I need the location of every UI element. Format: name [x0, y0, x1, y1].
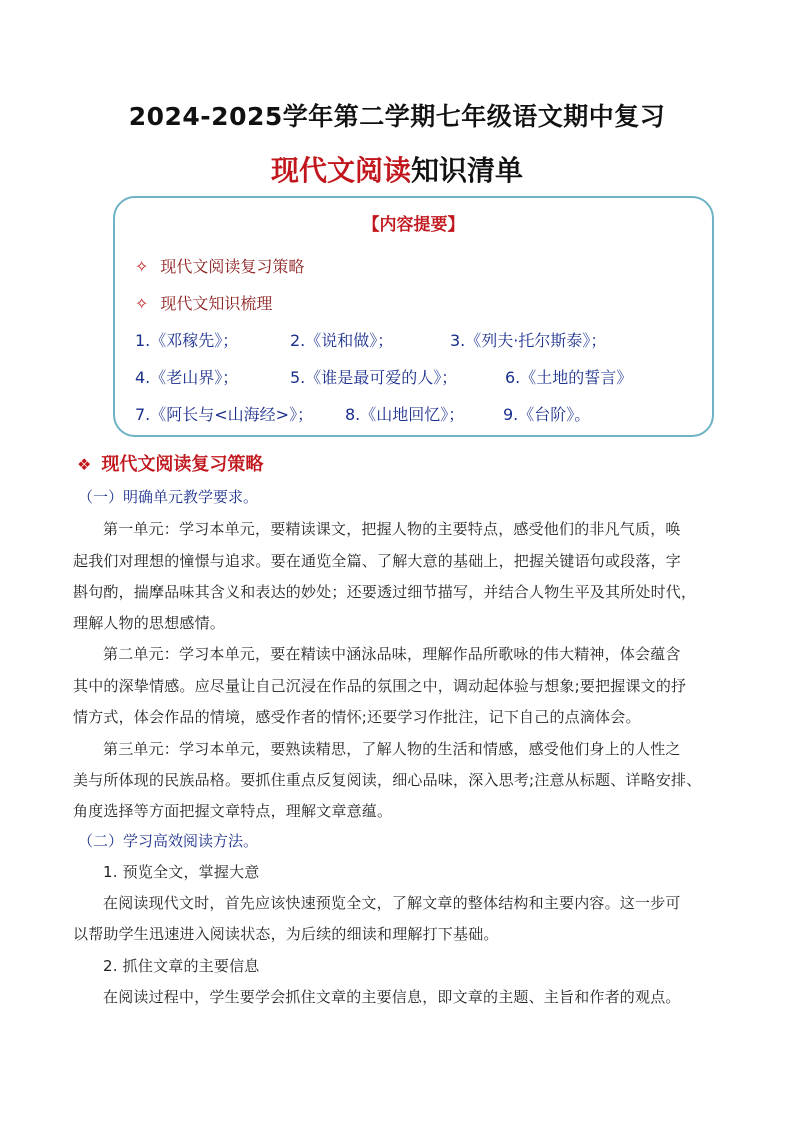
paragraph-line: 第二单元：学习本单元，要在精读中涵泳品味，理解作品所歌咏的伟大精神，体会蕴含	[103, 645, 681, 663]
section-heading	[77, 450, 263, 476]
paragraph-line: 第一单元：学习本单元，要精读课文，把握人物的主要特点，感受他们的非凡气质，唤	[103, 520, 681, 538]
article-item: 3.《列夫·托尔斯泰》；	[450, 331, 607, 350]
bullet-icon: ❖	[77, 455, 92, 474]
paragraph-line: 其中的深挚情感。应尽量让自己沉浸在作品的氛围之中，调动起体验与想象;要把握课文的抒	[73, 677, 687, 695]
paragraph-line: 在阅读现代文时，首先应该快速预览全文，了解文章的整体结构和主要内容。这一步可	[103, 894, 681, 912]
subsection-heading: （一）明确单元教学要求。	[78, 488, 259, 506]
diamond-icon: ✧	[135, 294, 149, 313]
diamond-icon: ✧	[135, 257, 149, 276]
article-item: 1.《邓稼先》；	[135, 331, 239, 350]
document-subtitle	[0, 149, 794, 189]
article-item: 9.《台阶》。	[503, 405, 591, 424]
paragraph-line: 第三单元：学习本单元，要熟读精思，了解人物的生活和情感，感受他们身上的人性之	[103, 740, 681, 758]
subsection-heading: （二）学习高效阅读方法。	[78, 832, 259, 850]
article-item: 7.《阿长与<山海经>》；	[135, 405, 314, 424]
paragraph-line: 斟句酌，揣摩品味其含义和表达的妙处；还要透过细节描写，并结合人物生平及其所处时代，	[73, 583, 697, 601]
article-item: 6.《土地的誓言》	[505, 368, 633, 387]
document-title: 2024-2025学年第二学期七年级语文期中复习	[128, 102, 666, 131]
section-heading-text: 现代文阅读复习策略	[101, 454, 264, 475]
article-item: 5.《谁是最可爱的人》；	[290, 368, 458, 387]
summary-item-label: 现代文阅读复习策略	[160, 257, 305, 276]
paragraph-line: 理解人物的思想感情。	[73, 614, 226, 632]
article-item: 4.《老山界》；	[135, 368, 239, 387]
paragraph-line: 2. 抓住文章的主要信息	[103, 957, 260, 975]
paragraph-line: 在阅读过程中，学生要学会抓住文章的主要信息，即文章的主题、主旨和作者的观点。	[103, 988, 681, 1006]
summary-item-label: 现代文知识梳理	[160, 294, 273, 313]
summary-item	[135, 254, 304, 277]
summary-box	[113, 196, 714, 437]
paragraph-line: 起我们对理想的憧憬与追求。要在通览全篇、了解大意的基础上，把握关键语句或段落，字	[73, 552, 682, 570]
paragraph-line: 角度选择等方面把握文章特点，理解文章意蕴。	[73, 802, 393, 820]
article-item: 8.《山地回忆》；	[345, 405, 465, 424]
subtitle-rest: 知识清单	[411, 154, 524, 187]
paragraph-line: 美与所体现的民族品格。要抓住重点反复阅读，细心品味，深入思考;注意从标题、详略安排、	[73, 771, 702, 789]
article-item: 2.《说和做》；	[290, 331, 394, 350]
summary-item	[135, 291, 272, 314]
subtitle-highlight: 现代文阅读	[270, 154, 411, 187]
paragraph-line: 1. 预览全文，掌握大意	[103, 863, 260, 881]
paragraph-line: 以帮助学生迅速进入阅读状态，为后续的细读和理解打下基础。	[73, 925, 499, 943]
paragraph-line: 情方式，体会作品的情境，感受作者的情怀;还要学习作批注，记下自己的点滴体会。	[73, 708, 641, 726]
summary-heading: 【内容提要】	[362, 215, 465, 235]
